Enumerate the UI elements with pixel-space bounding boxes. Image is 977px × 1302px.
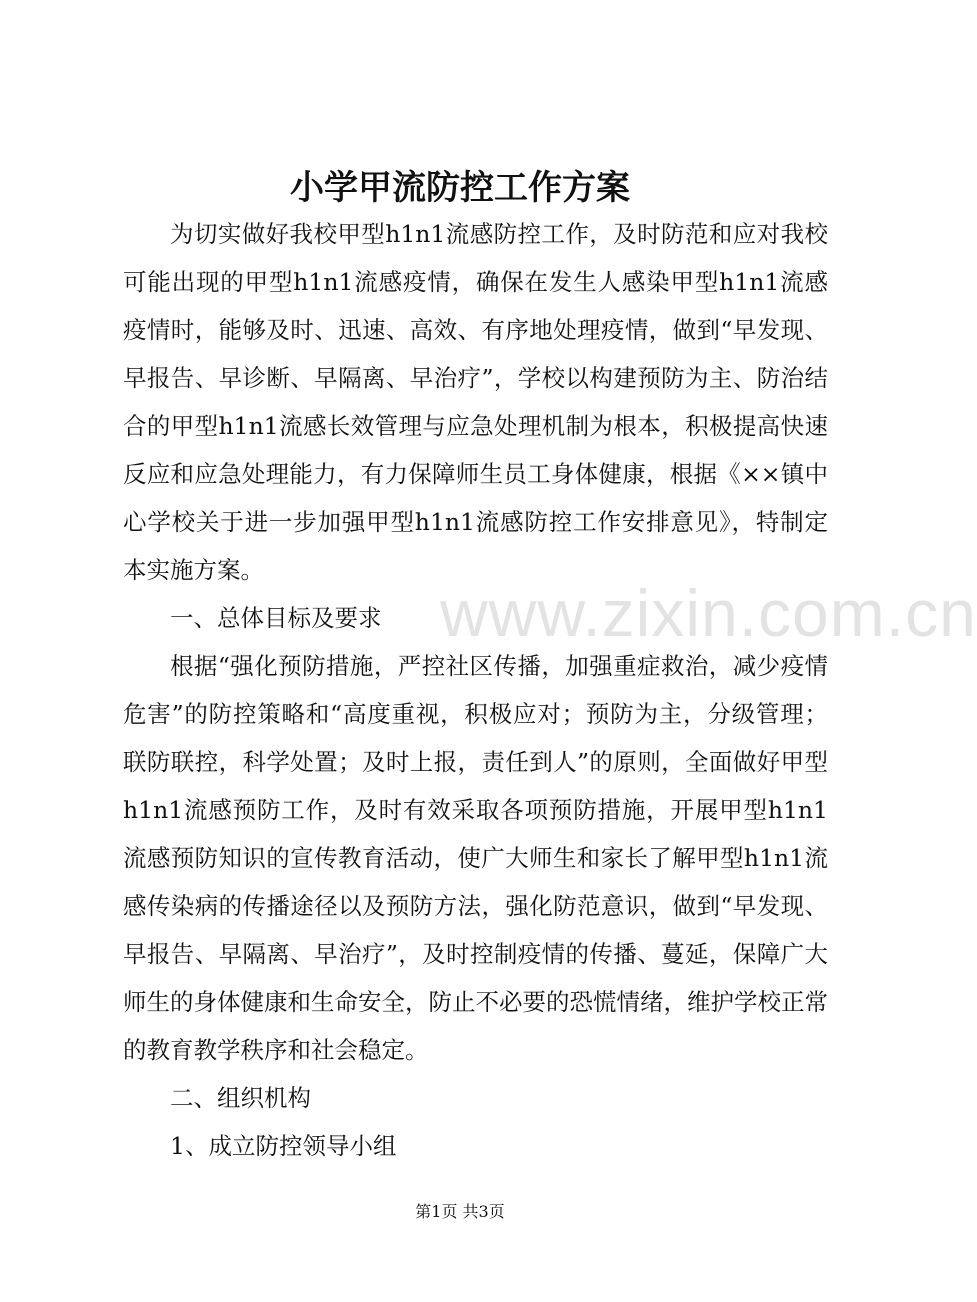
watermark: www.zixin.com.cn [440, 576, 977, 650]
goals-paragraph: 根据“强化预防措施，严控社区传播，加强重症救治，减少疫情危害”的防控策略和“高度重视，积极应对；预防为主，分级管理；联防联控，科学处置；及时上报，责任到人”的原则，全面做好甲型h1n1流感预防工作，及时有效采取各项预防措施，开展甲型h1n1流感预防知识的宣传教育活动，使广大师生和家长了解甲型h1n1流感传染病的传播途径以及预防方法，强化防范意识，做到“早发现、早报告、早隔离、早治疗”，及时控制疫情的传播、蔓延，保障广大师生的身体健康和生命安全，防止不必要的恐慌情绪，维护学校正常的教育教学秩序和社会稳定。 [123, 652, 828, 1064]
section-heading-organization: 二、组织机构 [170, 1084, 311, 1112]
page-number-footer: 第1页 共3页 [415, 1202, 505, 1221]
document-title: 小学甲流防控工作方案 [290, 168, 630, 208]
intro-paragraph: 为切实做好我校甲型h1n1流感防控工作，及时防范和应对我校可能出现的甲型h1n1流感疫情，确保在发生人感染甲型h1n1流感疫情时，能够及时、迅速、高效、有序地处理疫情，做到“早发现、早报告、早诊断、早隔离、早治疗”，学校以构建预防为主、防治结合的甲型h1n1流感长效管理与应急处理机制为根本，积极提高快速反应和应急处理能力，有力保障师生员工身体健康，根据《××镇中心学校关于进一步加强甲型h1n1流感防控工作安排意见》，特制定本实施方案。 [123, 220, 828, 584]
document-body [123, 210, 828, 1170]
section-heading-goals: 一、总体目标及要求 [170, 604, 382, 632]
subsection-heading-leadership: 1、成立防控领导小组 [170, 1132, 397, 1160]
